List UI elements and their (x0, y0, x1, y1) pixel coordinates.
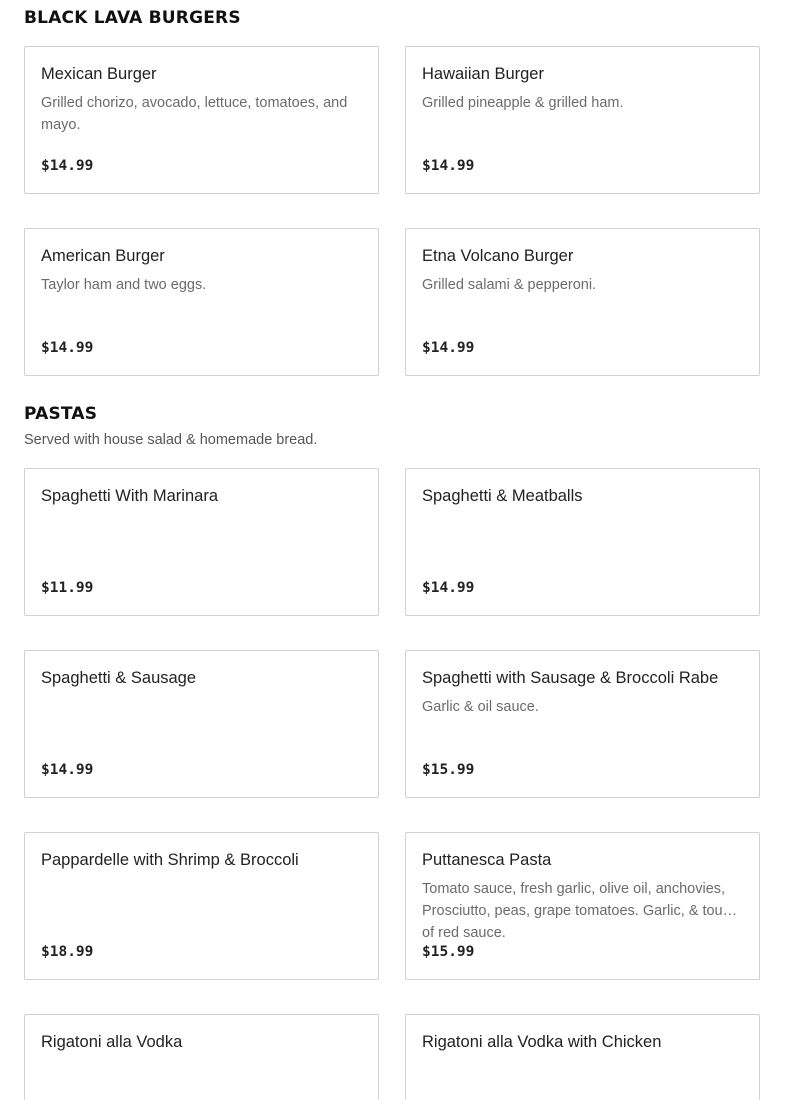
menu-item-name: Spaghetti & Meatballs (422, 487, 583, 505)
menu-item-name: Spaghetti & Sausage (41, 669, 197, 687)
menu-item-card[interactable] (405, 832, 760, 980)
menu-item-card[interactable] (24, 468, 379, 616)
menu-item-card[interactable] (24, 46, 379, 194)
menu-item-name: Mexican Burger (41, 65, 157, 83)
section-title-burgers: BLACK LAVA BURGERS (24, 8, 241, 28)
menu-item-name: Puttanesca Pasta (422, 851, 552, 869)
menu-item-card[interactable] (405, 468, 760, 616)
menu-item-price: $14.99 (41, 762, 94, 778)
menu-item-description: Grilled chorizo, avocado, lettuce, tomatoes, and mayo. (41, 95, 348, 133)
menu-item-description: Taylor ham and two eggs. (41, 277, 207, 293)
section-subtitle: Served with house salad & homemade bread. (24, 432, 318, 448)
menu-item-price: $14.99 (422, 158, 475, 174)
menu-item-card[interactable] (405, 46, 760, 194)
menu-item-price: $15.99 (422, 944, 475, 960)
menu-item-price: $14.99 (41, 158, 94, 174)
menu-item-description: Garlic & oil sauce. (422, 699, 539, 715)
menu-item-price: $14.99 (422, 340, 475, 356)
menu-item-name: Etna Volcano Burger (422, 247, 574, 265)
menu-item-description: Grilled pineapple & grilled ham. (422, 95, 624, 111)
menu-item-card[interactable] (24, 650, 379, 798)
menu-item-name: Hawaiian Burger (422, 65, 544, 83)
menu-item-name: Spaghetti with Sausage & Broccoli Rabe (422, 669, 719, 687)
menu-item-name: Spaghetti With Marinara (41, 487, 218, 505)
menu-item-card[interactable] (405, 650, 760, 798)
menu-item-description: Grilled salami & pepperoni. (422, 277, 597, 293)
menu-item-price: $11.99 (41, 580, 94, 596)
section-title-pastas: PASTAS (24, 404, 98, 424)
menu-item-price: $14.99 (422, 580, 475, 596)
menu-item-card[interactable] (24, 1014, 379, 1100)
menu-item-name: Rigatoni alla Vodka with Chicken (422, 1033, 662, 1051)
menu-item-price: $14.99 (41, 340, 94, 356)
menu-item-price: $15.99 (422, 762, 475, 778)
menu-item-name: Pappardelle with Shrimp & Broccoli (41, 851, 299, 869)
menu-item-card[interactable] (24, 228, 379, 376)
menu-item-price: $18.99 (41, 944, 94, 960)
menu-item-card[interactable] (405, 1014, 760, 1100)
menu-item-description: Tomato sauce, fresh garlic, olive oil, anchovies, Prosciutto, peas, grape tomatoes. Garlic, & touch of red sauce. (422, 881, 738, 941)
menu-item-name: American Burger (41, 247, 165, 265)
menu-item-card[interactable] (405, 228, 760, 376)
menu-item-name: Rigatoni alla Vodka (41, 1033, 183, 1051)
menu-item-card[interactable] (24, 832, 379, 980)
